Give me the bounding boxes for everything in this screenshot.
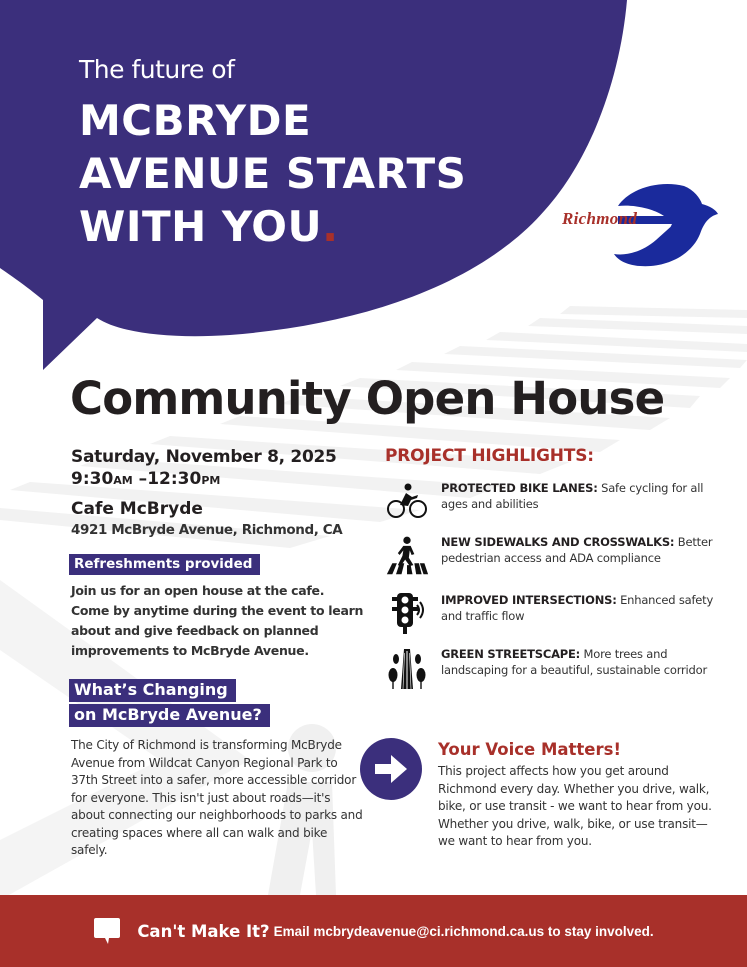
hero-heading	[79, 55, 466, 253]
headline-line-1: MCBRYDE	[79, 96, 312, 145]
highlight-text: More trees and landscaping for a beautiful, sustainable corridor	[441, 647, 708, 677]
highlights-title: PROJECT HIGHLIGHTS:	[385, 446, 594, 466]
headline-line-2: AVENUE STARTS	[79, 149, 467, 198]
richmond-logo	[560, 182, 720, 270]
highlight-text: Enhanced safety and traffic flow	[441, 593, 714, 623]
hero-headline	[79, 94, 466, 253]
arrow-right-icon	[360, 738, 422, 800]
whats-changing-body: The City of Richmond is transforming McBryde Avenue from Wildcat Canyon Regional Park to 37th Street into a safer, more accessible corridor for everyone. This isn't just about roads—it's about connecting our neighborhoods to parks and creating spaces where all can walk and bike safely.	[71, 738, 363, 857]
bicycle-icon	[385, 480, 429, 522]
whats-changing-heading	[71, 679, 366, 727]
logo-text: Richmond	[562, 209, 638, 228]
event-date: Saturday, November 8, 2025	[71, 447, 337, 467]
page-title: Community Open House	[70, 372, 665, 425]
highlight-label: NEW SIDEWALKS AND CROSSWALKS:	[441, 535, 675, 549]
cant-make-it-label: Can't Make It?	[137, 921, 270, 941]
highlight-item	[385, 592, 715, 634]
whats-changing-heading-line-1: What’s Changing	[69, 679, 236, 702]
refreshments-badge: Refreshments provided	[69, 554, 260, 575]
highlight-label: IMPROVED INTERSECTIONS:	[441, 593, 617, 607]
chat-bubble-icon	[93, 917, 121, 945]
event-address: 4921 McBryde Avenue, Richmond, CA	[71, 522, 343, 538]
event-time: 9:30AM –12:30PM	[71, 469, 221, 489]
footer-email-text[interactable]: Email mcbrydeavenue@ci.richmond.ca.us to stay involved.	[273, 923, 654, 939]
highlight-item	[385, 534, 715, 576]
event-description: Join us for an open house at the cafe. Come by anytime during the event to learn about and give feedback on planned improvements to McBryde Avenue.	[71, 583, 364, 658]
voice-title: Your Voice Matters!	[438, 740, 621, 759]
highlight-item	[385, 646, 715, 688]
highlight-label: GREEN STREETSCAPE:	[441, 647, 581, 661]
highlight-label: PROTECTED BIKE LANES:	[441, 481, 598, 495]
project-highlights	[385, 446, 715, 688]
tree-lined-road-icon	[385, 646, 429, 688]
highlight-text: Safe cycling for all ages and abilities	[441, 481, 704, 511]
voice-body: This project affects how you get around Richmond every day. Whether you drive, walk, bike, or use transit - we want to hear from you. Whether you drive, walk, bike, or use transit—we want to hear from you.	[438, 764, 712, 848]
footer-banner	[0, 895, 747, 967]
pedestrian-crosswalk-icon	[385, 534, 429, 576]
headline-line-3: WITH YOU	[79, 202, 323, 251]
event-details	[71, 446, 366, 860]
headline-red-period: .	[322, 202, 339, 251]
your-voice-matters	[360, 738, 718, 851]
highlight-text: Better pedestrian access and ADA compliance	[441, 535, 713, 565]
highlight-item	[385, 480, 715, 522]
hero-kicker: The future of	[79, 55, 235, 84]
event-venue: Cafe McBryde	[71, 499, 203, 519]
whats-changing-heading-line-2: on McBryde Avenue?	[69, 704, 270, 727]
traffic-light-icon	[385, 592, 429, 634]
